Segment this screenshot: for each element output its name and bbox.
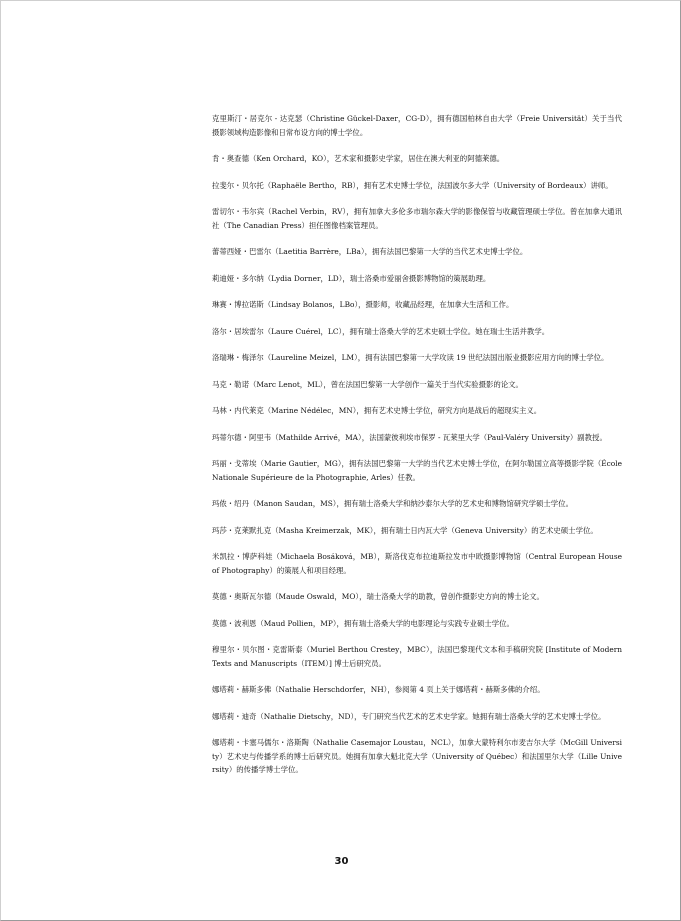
contributor-entry: 克里斯汀・居克尔 - 达克瑟（Christine Gückel-Daxer，CG-D），拥有德国柏林自由大学（Freie Universität）关于当代摄影领域构造影像和日常布设方向的博士学位。 [212, 114, 622, 137]
contributor-entry: 玛莎・克莱默扎克（Masha Kreimerzak，MK），拥有瑞士日内瓦大学（Geneva University）的艺术史硕士学位。 [212, 525, 598, 535]
contributor-entry: 蕾蒂西娅・巴雷尔（Laetitia Barrère，LBa），拥有法国巴黎第一大学的当代艺术史博士学位。 [212, 247, 528, 256]
contributor-entry: 莉迪娅・多尔纳（Lydia Dorner，LD），瑞士洛桑市爱丽舍摄影博物馆的策展助理。 [212, 273, 491, 283]
contributor-entry: 穆里尔・贝尔图・克雷斯泰（Muriel Berthou Crestey，MBC），法国巴黎现代文本和手稿研究院 [Institute of Modern Texts and Manuscripts（ITEM）] 博士后研究员。 [212, 645, 622, 668]
contributor-entry: 玛蒂尔德・阿里韦（Mathilde Arrivé，MA），法国蒙彼利埃市保罗 - 瓦莱里大学（Paul-Valéry University）副教授。 [212, 432, 607, 442]
contributor-entry: 莫德・波利恩（Maud Pollien，MP），拥有瑞士洛桑大学的电影理论与实践专业硕士学位。 [212, 618, 514, 628]
contributor-entry: 米凯拉・博萨科娃（Michaela Bosáková，MB），斯洛伐克布拉迪斯拉发市中欧摄影博物馆（Central European House of Photography）的策展人和项目经理。 [212, 552, 622, 575]
contributor-entry: 娜塔莉・赫斯多佛（Nathalie Herschdorfer，NH），参阅第 4 页上关于娜塔莉・赫斯多佛的介绍。 [212, 685, 545, 694]
contributor-entry: 马克・勒诺（Marc Lenot，ML），曾在法国巴黎第一大学创作一篇关于当代实验摄影的论文。 [212, 379, 523, 389]
contributor-entry: 肯・奥查德（Ken Orchard，KO），艺术家和摄影史学家，居住在澳大利亚的阿德莱德。 [212, 154, 505, 163]
contributor-entry: 玛丽・戈蒂埃（Marie Gautier，MG），拥有法国巴黎第一大学的当代艺术史博士学位，在阿尔勒国立高等摄影学院（École Nationale Supérieure de la Photographie, Arles）任教。 [212, 459, 622, 482]
contributor-entry: 雷切尔・韦尔宾（Rachel Verbin，RV），拥有加拿大多伦多市瑞尔森大学的影像保管与收藏管理硕士学位。曾在加拿大通讯社（The Canadian Press）担任图像档案管理员。 [212, 207, 622, 230]
contributor-entry: 马林・内代莱克（Marine Nédélec，MN），拥有艺术史博士学位，研究方向是战后的超现实主义。 [212, 406, 542, 415]
contributor-entry: 洛尔・居埃雷尔（Laure Cuérel，LC），拥有瑞士洛桑大学的艺术史硕士学位。她在瑞士生活并教学。 [212, 326, 550, 336]
contributor-entry: 玛侬・绍丹（Manon Saudan，MS），拥有瑞士洛桑大学和纳沙泰尔大学的艺术史和博物馆研究学硕士学位。 [212, 499, 573, 508]
contributor-entry: 洛瑞琳・梅泽尔（Laureline Meizel，LM），拥有法国巴黎第一大学攻读 19 世纪法国出版业摄影应用方向的博士学位。 [212, 353, 609, 362]
contributor-list [212, 112, 622, 790]
contributor-entry: 拉斐尔・贝尔托（Raphaële Bertho，RB），拥有艺术史博士学位，法国波尔多大学（University of Bordeaux）讲师。 [212, 180, 613, 190]
page-number: 30 [334, 856, 349, 867]
contributor-entry: 莫德・奥斯瓦尔德（Maude Oswald，MO），瑞士洛桑大学的助教，曾创作摄影史方向的博士论文。 [212, 592, 544, 601]
contributor-entry: 娜塔莉・迪奇（Nathalie Dietschy，ND），专门研究当代艺术的艺术史学家。她拥有瑞士洛桑大学的艺术史博士学位。 [212, 711, 606, 721]
contributor-entry: 琳赛・博拉诺斯（Lindsay Bolanos，LBo），摄影师，收藏品经理，在加拿大生活和工作。 [212, 300, 514, 309]
contributor-entry: 娜塔莉・卡塞马儒尔・洛斯陶（Nathalie Casemajor Loustau，NCL），加拿大蒙特利尔市麦吉尔大学（McGill University）艺术史与传播学系的博士后研究员。她拥有加拿大魁北克大学（University of Québec）和法国里尔大学（Lille University）的传播学博士学位。 [212, 738, 622, 774]
